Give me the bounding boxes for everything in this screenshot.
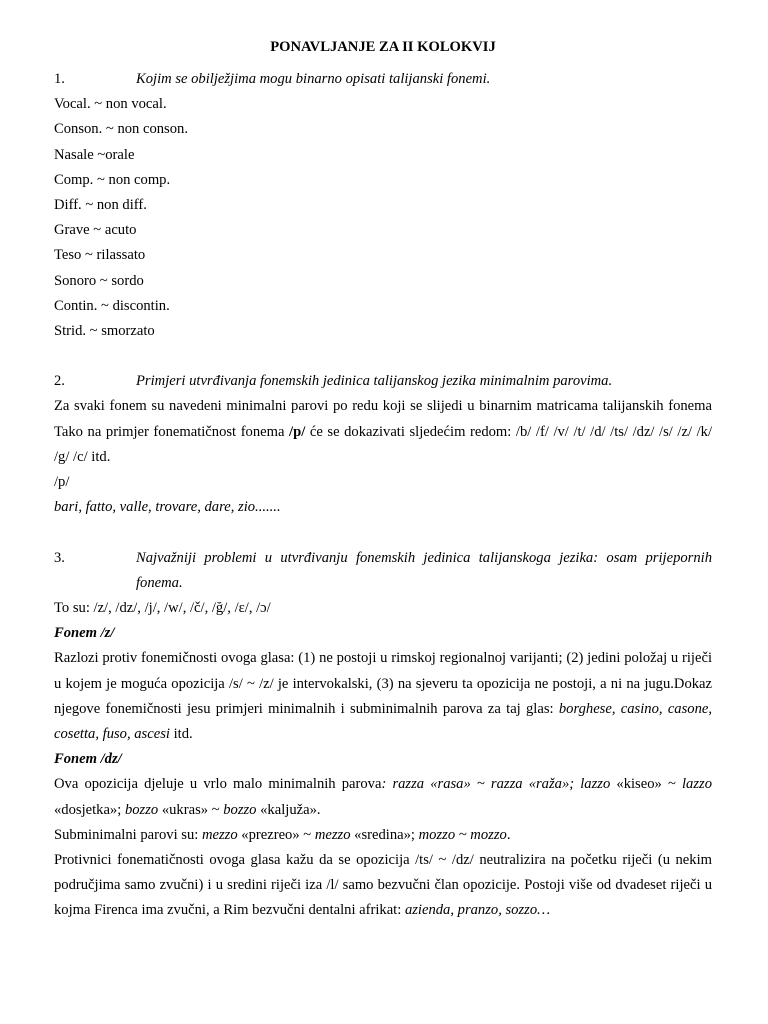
text-run: mezzo xyxy=(314,826,351,843)
text-run: Za svaki fonem su navedeni minimalni parovi po redu koji se slijedi u binarnim matricama talijanskih fonema Tako na primjer fonematičnost fonema xyxy=(54,398,712,440)
section-heading: Fonem /z/ xyxy=(54,625,115,642)
question-3 xyxy=(54,546,712,596)
text-run: Ova opozicija djeluje u vrlo malo minimalnih parova xyxy=(54,776,382,793)
text-run: : razza «rasa» ~ razza «raža»; lazzo xyxy=(381,776,611,793)
list-item: Contin. ~ discontin. xyxy=(54,297,170,314)
list-item: Diff. ~ non diff. xyxy=(54,196,147,213)
question-text: Kojim se obilježjima mogu binarno opisati talijanski fonemi. xyxy=(136,71,491,87)
paragraph xyxy=(54,394,712,470)
list-item: Grave ~ acuto xyxy=(54,222,137,239)
text-run: lazzo xyxy=(681,776,712,793)
example-words: bari, fatto, valle, trovare, dare, zio....... xyxy=(54,499,281,516)
question-number: 3. xyxy=(54,549,65,566)
example-words: borghese, casino, casone, cosetta, fuso, ascesi xyxy=(54,700,712,743)
list-item: Conson. ~ non conson. xyxy=(54,121,188,138)
example-words: azienda, pranzo, sozzo… xyxy=(404,902,551,919)
document-title: PONAVLJANJE ZA II KOLOKVIJ xyxy=(270,39,496,55)
list-item: Strid. ~ smorzato xyxy=(54,322,155,339)
phoneme-label: /p/ xyxy=(54,474,70,491)
section-heading: Fonem /dz/ xyxy=(54,751,122,768)
paragraph xyxy=(54,772,712,822)
text-run: «kaljuža». xyxy=(256,801,321,818)
text-run: «dosjetka»; xyxy=(54,801,125,818)
question-number: 1. xyxy=(54,71,65,87)
text-run: Subminimalni parovi su: xyxy=(54,826,202,843)
text-run: Protivnici fonematičnosti ovoga glasa kažu da se opozicija /ts/ ~ /dz/ neutralizira na početku riječi (u nekim područjima samo zvučni) i u sredini riječi iza /l/ samo bezvučni član opozicije. Postoji više od dvadeset riječi u kojma Firenca ima zvučni, a Rim bezvučni dentalni afrikat: xyxy=(54,852,712,919)
text-run: bozzo xyxy=(223,801,257,818)
paragraph xyxy=(54,646,712,747)
question-1 xyxy=(54,67,712,92)
paragraph xyxy=(54,823,712,848)
list-item: Sonoro ~ sordo xyxy=(54,272,144,289)
list-item: Comp. ~ non comp. xyxy=(54,171,171,188)
text-run: mozzo ~ mozzo xyxy=(418,826,507,843)
text-run: će se dokazivati sljedećim redom: /b/ /f/ /v/ /t/ /d/ /ts/ /dz/ /s/ /z/ /k/ /g/ /c/ itd. xyxy=(54,423,713,465)
text-run: «ukras» ~ xyxy=(158,801,224,818)
text-run: itd. xyxy=(169,726,193,743)
question-number: 2. xyxy=(54,373,65,390)
spacer xyxy=(54,344,712,369)
text-run: . xyxy=(506,826,511,843)
list-item: Vocal. ~ non vocal. xyxy=(54,96,167,113)
list-item: Teso ~ rilassato xyxy=(54,247,146,264)
text-run: Razlozi protiv fonemičnosti ovoga glasa: (1) ne postoji u rimskoj regionalnoj varijanti; (2) jedini položaj u riječi u kojem je moguća opozicija /s/ ~ /z/ je intervokalski, (3) na sjeveru ta opozicija ne postoji, a ni na jugu.Dokaz njegove fonemičnosti jesu primjeri minimalnih i subminimalnih parova za taj glas: xyxy=(54,650,712,717)
question-2 xyxy=(54,369,712,394)
feature-list xyxy=(54,92,712,344)
text-run: «prezreo» ~ xyxy=(237,826,315,843)
spacer xyxy=(54,520,712,545)
question-text: Primjeri utvrđivanja fonemskih jedinica talijanskog jezika minimalnim parovima. xyxy=(136,373,613,390)
text-run: mezzo xyxy=(201,826,238,843)
text-run: «sredina»; xyxy=(350,826,419,843)
bold-phoneme: /p/ xyxy=(289,423,306,440)
question-text: Najvažniji problemi u utvrđivanju fonemskih jedinica talijanskoga jezika: osam prijepornih fonema. xyxy=(136,549,712,591)
paragraph xyxy=(54,848,712,924)
text-run: «kiseo» ~ xyxy=(610,776,682,793)
text-run: bozzo xyxy=(124,801,159,818)
phoneme-list: To su: /z/, /dz/, /j/, /w/, /č/, /ğ/, /ɛ/, /ɔ/ xyxy=(54,600,271,617)
list-item: Nasale ~orale xyxy=(54,146,135,163)
